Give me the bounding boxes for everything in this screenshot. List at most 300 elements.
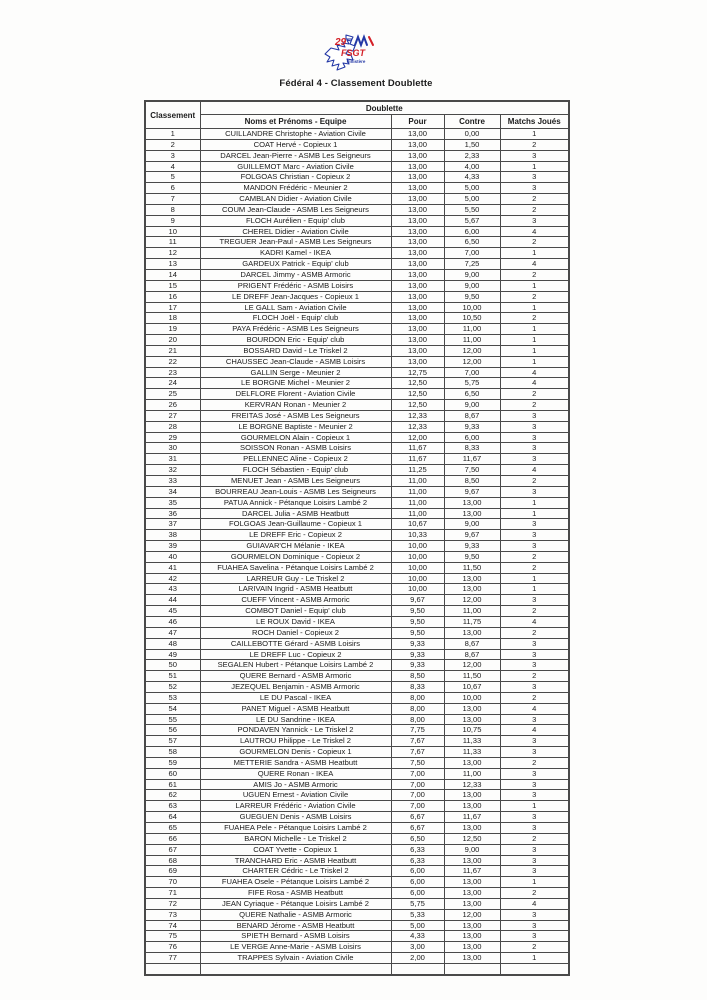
table-row bbox=[145, 150, 569, 161]
matchs-cell: 2 bbox=[500, 942, 569, 953]
matchs-cell: 3 bbox=[500, 909, 569, 920]
name-team-cell: PRIGENT Frédéric - ASMB Loisirs bbox=[200, 280, 391, 291]
name-team-cell: CUEFF Vincent - ASMB Armoric bbox=[200, 595, 391, 606]
pour-cell: 13,00 bbox=[391, 280, 444, 291]
pour-cell: 13,00 bbox=[391, 259, 444, 270]
pour-cell bbox=[391, 963, 444, 974]
table-row bbox=[145, 584, 569, 595]
table-row bbox=[145, 714, 569, 725]
table-row bbox=[145, 682, 569, 693]
name-team-cell: FLOCH Sébastien - Equip' club bbox=[200, 465, 391, 476]
contre-cell: 13,00 bbox=[444, 942, 500, 953]
rank-cell: 50 bbox=[145, 660, 200, 671]
contre-cell: 9,67 bbox=[444, 530, 500, 541]
rank-cell: 34 bbox=[145, 486, 200, 497]
pour-cell: 9,33 bbox=[391, 638, 444, 649]
name-team-cell: SEGALEN Hubert - Pétanque Loisirs Lambé 2 bbox=[200, 660, 391, 671]
rank-cell: 26 bbox=[145, 400, 200, 411]
name-team-cell: BARON Michelle - Le Triskel 2 bbox=[200, 833, 391, 844]
rank-cell: 41 bbox=[145, 562, 200, 573]
contre-cell: 11,33 bbox=[444, 747, 500, 758]
table-row bbox=[145, 400, 569, 411]
rank-cell: 53 bbox=[145, 692, 200, 703]
pour-cell: 13,00 bbox=[391, 161, 444, 172]
contre-cell: 6,00 bbox=[444, 226, 500, 237]
matchs-cell: 4 bbox=[500, 367, 569, 378]
contre-cell: 8,50 bbox=[444, 476, 500, 487]
svg-text:29: 29 bbox=[335, 37, 347, 48]
table-row bbox=[145, 562, 569, 573]
athletes-scribble-blue bbox=[355, 37, 367, 45]
pour-cell: 13,00 bbox=[391, 313, 444, 324]
matchs-cell: 2 bbox=[500, 476, 569, 487]
name-team-cell: JEAN Cyriaque - Pétanque Loisirs Lambé 2 bbox=[200, 898, 391, 909]
matchs-cell: 2 bbox=[500, 313, 569, 324]
name-team-cell: FUAHEA Pele - Pétanque Loisirs Lambé 2 bbox=[200, 823, 391, 834]
name-team-cell: TRAPPES Sylvain - Aviation Civile bbox=[200, 953, 391, 964]
name-team-cell: COMBOT Daniel - Equip' club bbox=[200, 606, 391, 617]
pour-cell: 6,50 bbox=[391, 833, 444, 844]
table-row bbox=[145, 888, 569, 899]
table-row bbox=[145, 909, 569, 920]
matchs-cell: 2 bbox=[500, 204, 569, 215]
pour-cell: 12,50 bbox=[391, 400, 444, 411]
name-team-cell: UGUEN Ernest - Aviation Civile bbox=[200, 790, 391, 801]
rank-cell: 6 bbox=[145, 183, 200, 194]
contre-cell: 12,00 bbox=[444, 345, 500, 356]
matchs-cell: 3 bbox=[500, 714, 569, 725]
matchs-cell: 3 bbox=[500, 638, 569, 649]
name-team-cell: DARCEL Jimmy - ASMB Armoric bbox=[200, 269, 391, 280]
pour-cell: 6,00 bbox=[391, 888, 444, 899]
matchs-cell: 3 bbox=[500, 855, 569, 866]
contre-cell: 0,00 bbox=[444, 129, 500, 140]
rank-cell: 75 bbox=[145, 931, 200, 942]
table-row bbox=[145, 497, 569, 508]
table-row bbox=[145, 226, 569, 237]
matchs-cell: 2 bbox=[500, 237, 569, 248]
table-row bbox=[145, 855, 569, 866]
matchs-cell: 1 bbox=[500, 280, 569, 291]
contre-cell: 11,75 bbox=[444, 616, 500, 627]
table-row bbox=[145, 443, 569, 454]
name-team-cell: FUAHEA Osele - Pétanque Loisirs Lambé 2 bbox=[200, 877, 391, 888]
table-row bbox=[145, 606, 569, 617]
rank-cell: 33 bbox=[145, 476, 200, 487]
rank-cell: 16 bbox=[145, 291, 200, 302]
contre-cell: 9,00 bbox=[444, 269, 500, 280]
rank-cell: 45 bbox=[145, 606, 200, 617]
name-team-cell: TREGUER Jean-Paul - ASMB Les Seigneurs bbox=[200, 237, 391, 248]
pour-cell: 13,00 bbox=[391, 139, 444, 150]
pour-cell: 7,00 bbox=[391, 790, 444, 801]
matchs-cell: 3 bbox=[500, 172, 569, 183]
name-team-cell: GARDEUX Patrick - Equip' club bbox=[200, 259, 391, 270]
pour-cell: 13,00 bbox=[391, 335, 444, 346]
name-team-cell: GALLIN Serge - Meunier 2 bbox=[200, 367, 391, 378]
name-team-cell: CHAUSSEC Jean-Claude - ASMB Loisirs bbox=[200, 356, 391, 367]
matchs-cell: 2 bbox=[500, 833, 569, 844]
pour-cell: 13,00 bbox=[391, 269, 444, 280]
matchs-cell: 2 bbox=[500, 627, 569, 638]
table-row bbox=[145, 660, 569, 671]
table-row bbox=[145, 432, 569, 443]
table-row bbox=[145, 324, 569, 335]
pour-cell: 11,00 bbox=[391, 486, 444, 497]
matchs-cell: 3 bbox=[500, 486, 569, 497]
contre-cell: 12,00 bbox=[444, 595, 500, 606]
table-row bbox=[145, 833, 569, 844]
name-team-cell: DARCEL Julia - ASMB Heatbutt bbox=[200, 508, 391, 519]
table-row bbox=[145, 671, 569, 682]
contre-cell: 5,50 bbox=[444, 204, 500, 215]
name-team-cell: LE BORGNE Baptiste - Meunier 2 bbox=[200, 421, 391, 432]
matchs-cell: 2 bbox=[500, 139, 569, 150]
pour-cell: 11,00 bbox=[391, 508, 444, 519]
pour-cell: 7,00 bbox=[391, 768, 444, 779]
contre-cell: 12,00 bbox=[444, 909, 500, 920]
contre-cell: 10,00 bbox=[444, 302, 500, 313]
table-row bbox=[145, 551, 569, 562]
table-row bbox=[145, 692, 569, 703]
pour-cell: 9,50 bbox=[391, 627, 444, 638]
name-team-cell: GOURMELON Dominique - Copieux 2 bbox=[200, 551, 391, 562]
matchs-cell: 2 bbox=[500, 269, 569, 280]
rank-cell: 5 bbox=[145, 172, 200, 183]
name-team-cell: KERVRAN Ronan - Meunier 2 bbox=[200, 400, 391, 411]
name-team-cell: SOISSON Ronan - ASMB Loisirs bbox=[200, 443, 391, 454]
matchs-cell: 3 bbox=[500, 660, 569, 671]
rank-cell: 30 bbox=[145, 443, 200, 454]
rank-cell: 28 bbox=[145, 421, 200, 432]
contre-cell: 9,00 bbox=[444, 519, 500, 530]
contre-cell: 8,67 bbox=[444, 649, 500, 660]
contre-cell: 11,50 bbox=[444, 671, 500, 682]
name-team-cell: LE BORGNE Michel - Meunier 2 bbox=[200, 378, 391, 389]
matchs-cell: 1 bbox=[500, 302, 569, 313]
name-team-cell: QUERE Bernard - ASMB Armoric bbox=[200, 671, 391, 682]
rank-cell: 74 bbox=[145, 920, 200, 931]
table-row bbox=[145, 508, 569, 519]
matchs-cell: 3 bbox=[500, 823, 569, 834]
table-row bbox=[145, 649, 569, 660]
name-team-cell: JEZEQUEL Benjamin - ASMB Armoric bbox=[200, 682, 391, 693]
matchs-cell: 3 bbox=[500, 541, 569, 552]
contre-cell: 6,50 bbox=[444, 389, 500, 400]
table-row bbox=[145, 465, 569, 476]
rank-cell: 66 bbox=[145, 833, 200, 844]
name-team-cell: LE DU Pascal - IKEA bbox=[200, 692, 391, 703]
contre-cell: 9,67 bbox=[444, 486, 500, 497]
contre-cell: 13,00 bbox=[444, 627, 500, 638]
contre-cell: 13,00 bbox=[444, 898, 500, 909]
contre-cell: 13,00 bbox=[444, 757, 500, 768]
contre-cell: 11,67 bbox=[444, 454, 500, 465]
matchs-cell: 2 bbox=[500, 389, 569, 400]
rank-cell: 47 bbox=[145, 627, 200, 638]
rank-cell: 49 bbox=[145, 649, 200, 660]
pour-cell: 13,00 bbox=[391, 129, 444, 140]
matchs-cell: 2 bbox=[500, 291, 569, 302]
name-team-cell: FOLGOAS Jean-Guillaume - Copieux 1 bbox=[200, 519, 391, 530]
contre-cell: 11,67 bbox=[444, 866, 500, 877]
matchs-cell: 4 bbox=[500, 898, 569, 909]
table-row bbox=[145, 183, 569, 194]
contre-cell: 9,00 bbox=[444, 280, 500, 291]
pour-cell: 13,00 bbox=[391, 356, 444, 367]
rank-cell: 14 bbox=[145, 269, 200, 280]
table-row bbox=[145, 790, 569, 801]
contre-cell: 11,00 bbox=[444, 606, 500, 617]
matchs-cell: 1 bbox=[500, 508, 569, 519]
name-team-cell: LARREUR Guy - Le Triskel 2 bbox=[200, 573, 391, 584]
table-row bbox=[145, 280, 569, 291]
rank-cell: 65 bbox=[145, 823, 200, 834]
rank-cell: 44 bbox=[145, 595, 200, 606]
contre-cell: 13,00 bbox=[444, 497, 500, 508]
contre-cell: 4,00 bbox=[444, 161, 500, 172]
pour-cell: 13,00 bbox=[391, 248, 444, 259]
matchs-cell: 3 bbox=[500, 443, 569, 454]
table-row bbox=[145, 161, 569, 172]
contre-cell: 13,00 bbox=[444, 508, 500, 519]
table-row bbox=[145, 486, 569, 497]
contre-cell: 13,00 bbox=[444, 823, 500, 834]
pour-cell: 12,50 bbox=[391, 378, 444, 389]
table-row bbox=[145, 779, 569, 790]
table-row bbox=[145, 519, 569, 530]
rank-cell: 68 bbox=[145, 855, 200, 866]
rank-cell: 77 bbox=[145, 953, 200, 964]
contre-cell: 11,33 bbox=[444, 736, 500, 747]
table-row bbox=[145, 920, 569, 931]
column-header-noms-equipe: Noms et Prénoms - Equipe bbox=[200, 115, 391, 129]
pour-cell: 7,67 bbox=[391, 747, 444, 758]
pour-cell: 2,00 bbox=[391, 953, 444, 964]
matchs-cell: 1 bbox=[500, 584, 569, 595]
pour-cell: 10,00 bbox=[391, 562, 444, 573]
table-row bbox=[145, 291, 569, 302]
table-row bbox=[145, 953, 569, 964]
matchs-cell: 3 bbox=[500, 747, 569, 758]
name-team-cell: LE DREFF Luc - Copieux 2 bbox=[200, 649, 391, 660]
contre-cell: 7,25 bbox=[444, 259, 500, 270]
matchs-cell: 1 bbox=[500, 335, 569, 346]
rank-cell: 56 bbox=[145, 725, 200, 736]
athletes-scribble-red bbox=[369, 37, 373, 45]
name-team-cell: LARREUR Frédéric - Aviation Civile bbox=[200, 801, 391, 812]
matchs-cell: 2 bbox=[500, 888, 569, 899]
table-row bbox=[145, 302, 569, 313]
table-row bbox=[145, 335, 569, 346]
contre-cell: 13,00 bbox=[444, 888, 500, 899]
table-row bbox=[145, 963, 569, 974]
pour-cell: 13,00 bbox=[391, 324, 444, 335]
name-team-cell: DARCEL Jean-Pierre - ASMB Les Seigneurs bbox=[200, 150, 391, 161]
pour-cell: 7,00 bbox=[391, 779, 444, 790]
matchs-cell: 3 bbox=[500, 215, 569, 226]
contre-cell: 6,50 bbox=[444, 237, 500, 248]
rank-cell: 70 bbox=[145, 877, 200, 888]
contre-cell: 13,00 bbox=[444, 790, 500, 801]
matchs-cell: 4 bbox=[500, 259, 569, 270]
matchs-cell: 1 bbox=[500, 345, 569, 356]
rank-cell: 19 bbox=[145, 324, 200, 335]
rank-cell: 61 bbox=[145, 779, 200, 790]
matchs-cell: 3 bbox=[500, 530, 569, 541]
matchs-cell: 3 bbox=[500, 866, 569, 877]
name-team-cell: METTERIE Sandra - ASMB Heatbutt bbox=[200, 757, 391, 768]
group-header-doublette: Doublette bbox=[200, 101, 569, 115]
contre-cell: 10,00 bbox=[444, 692, 500, 703]
rank-cell: 59 bbox=[145, 757, 200, 768]
name-team-cell: TRANCHARD Eric - ASMB Heatbutt bbox=[200, 855, 391, 866]
name-team-cell: QUERE Ronan - IKEA bbox=[200, 768, 391, 779]
table-row bbox=[145, 942, 569, 953]
contre-cell: 11,00 bbox=[444, 335, 500, 346]
rank-cell: 54 bbox=[145, 703, 200, 714]
table-row bbox=[145, 812, 569, 823]
pour-cell: 6,67 bbox=[391, 823, 444, 834]
contre-cell: 13,00 bbox=[444, 801, 500, 812]
name-team-cell: BOURDON Eric - Equip' club bbox=[200, 335, 391, 346]
rank-cell: 10 bbox=[145, 226, 200, 237]
pour-cell: 6,33 bbox=[391, 855, 444, 866]
matchs-cell: 3 bbox=[500, 595, 569, 606]
pour-cell: 6,67 bbox=[391, 812, 444, 823]
matchs-cell: 3 bbox=[500, 931, 569, 942]
pour-cell: 6,33 bbox=[391, 844, 444, 855]
contre-cell: 10,75 bbox=[444, 725, 500, 736]
table-row bbox=[145, 627, 569, 638]
matchs-cell: 4 bbox=[500, 616, 569, 627]
pour-cell: 13,00 bbox=[391, 172, 444, 183]
contre-cell: 6,00 bbox=[444, 432, 500, 443]
rank-cell: 36 bbox=[145, 508, 200, 519]
name-team-cell: BENARD Jérome - ASMB Heatbutt bbox=[200, 920, 391, 931]
matchs-cell: 3 bbox=[500, 812, 569, 823]
name-team-cell: COAT Hervé - Copieux 1 bbox=[200, 139, 391, 150]
rank-cell: 8 bbox=[145, 204, 200, 215]
rank-cell: 42 bbox=[145, 573, 200, 584]
pour-cell: 5,75 bbox=[391, 898, 444, 909]
table-row bbox=[145, 367, 569, 378]
name-team-cell: LE GALL Sam - Aviation Civile bbox=[200, 302, 391, 313]
column-header-contre: Contre bbox=[444, 115, 500, 129]
rank-cell: 29 bbox=[145, 432, 200, 443]
table-row bbox=[145, 931, 569, 942]
contre-cell: 10,50 bbox=[444, 313, 500, 324]
name-team-cell: MENUET Jean - ASMB Les Seigneurs bbox=[200, 476, 391, 487]
rank-cell: 4 bbox=[145, 161, 200, 172]
table-row bbox=[145, 356, 569, 367]
table-row bbox=[145, 410, 569, 421]
rank-cell: 27 bbox=[145, 410, 200, 421]
pour-cell: 10,00 bbox=[391, 541, 444, 552]
pour-cell: 10,67 bbox=[391, 519, 444, 530]
column-header-classement: Classement bbox=[145, 101, 200, 129]
matchs-cell: 1 bbox=[500, 953, 569, 964]
name-team-cell: PATUA Annick - Pétanque Loisirs Lambé 2 bbox=[200, 497, 391, 508]
name-team-cell: FLOCH Aurélien - Equip' club bbox=[200, 215, 391, 226]
pour-cell: 8,50 bbox=[391, 671, 444, 682]
contre-cell: 12,00 bbox=[444, 660, 500, 671]
matchs-cell bbox=[500, 963, 569, 974]
name-team-cell: LAUTROU Philippe - Le Triskel 2 bbox=[200, 736, 391, 747]
name-team-cell: BOURREAU Jean-Louis - ASMB Les Seigneurs bbox=[200, 486, 391, 497]
page-title: Fédéral 4 - Classement Doublette bbox=[279, 78, 433, 89]
pour-cell: 10,33 bbox=[391, 530, 444, 541]
table-row bbox=[145, 259, 569, 270]
matchs-cell: 2 bbox=[500, 194, 569, 205]
pour-cell: 11,67 bbox=[391, 443, 444, 454]
table-row bbox=[145, 703, 569, 714]
pour-cell: 13,00 bbox=[391, 215, 444, 226]
rank-cell: 22 bbox=[145, 356, 200, 367]
table-row bbox=[145, 747, 569, 758]
table-row bbox=[145, 530, 569, 541]
matchs-cell: 2 bbox=[500, 671, 569, 682]
matchs-cell: 4 bbox=[500, 378, 569, 389]
header-row-group bbox=[145, 101, 569, 115]
table-row bbox=[145, 345, 569, 356]
matchs-cell: 1 bbox=[500, 356, 569, 367]
contre-cell: 13,00 bbox=[444, 931, 500, 942]
rank-cell: 63 bbox=[145, 801, 200, 812]
pour-cell: 10,00 bbox=[391, 584, 444, 595]
table-row bbox=[145, 194, 569, 205]
name-team-cell bbox=[200, 963, 391, 974]
matchs-cell: 1 bbox=[500, 497, 569, 508]
contre-cell: 9,50 bbox=[444, 551, 500, 562]
table-row bbox=[145, 768, 569, 779]
name-team-cell: LE DREFF Eric - Copieux 2 bbox=[200, 530, 391, 541]
pour-cell: 9,33 bbox=[391, 660, 444, 671]
contre-cell: 9,00 bbox=[444, 844, 500, 855]
contre-cell: 9,33 bbox=[444, 421, 500, 432]
contre-cell: 13,00 bbox=[444, 855, 500, 866]
name-team-cell: PANET Miguel - ASMB Heatbutt bbox=[200, 703, 391, 714]
rank-cell: 9 bbox=[145, 215, 200, 226]
contre-cell: 7,00 bbox=[444, 248, 500, 259]
table-row bbox=[145, 378, 569, 389]
rank-cell: 1 bbox=[145, 129, 200, 140]
pour-cell: 9,33 bbox=[391, 649, 444, 660]
matchs-cell: 1 bbox=[500, 248, 569, 259]
contre-cell: 13,00 bbox=[444, 953, 500, 964]
matchs-cell: 3 bbox=[500, 183, 569, 194]
svg-text:FSGT: FSGT bbox=[341, 48, 365, 58]
name-team-cell: FLOCH Joël - Equip' club bbox=[200, 313, 391, 324]
header-row-columns bbox=[145, 115, 569, 129]
contre-cell: 9,33 bbox=[444, 541, 500, 552]
pour-cell: 13,00 bbox=[391, 345, 444, 356]
name-team-cell: GOURMELON Denis - Copieux 1 bbox=[200, 747, 391, 758]
table-row bbox=[145, 389, 569, 400]
pour-cell: 9,50 bbox=[391, 616, 444, 627]
matchs-cell: 4 bbox=[500, 465, 569, 476]
matchs-cell: 2 bbox=[500, 692, 569, 703]
pour-cell: 7,67 bbox=[391, 736, 444, 747]
contre-cell: 12,50 bbox=[444, 833, 500, 844]
contre-cell: 5,00 bbox=[444, 194, 500, 205]
contre-cell: 12,33 bbox=[444, 779, 500, 790]
fsgt-finistere-logo bbox=[322, 32, 386, 74]
contre-cell: 7,50 bbox=[444, 465, 500, 476]
matchs-cell: 2 bbox=[500, 757, 569, 768]
ranking-table bbox=[144, 100, 570, 976]
table-row bbox=[145, 866, 569, 877]
